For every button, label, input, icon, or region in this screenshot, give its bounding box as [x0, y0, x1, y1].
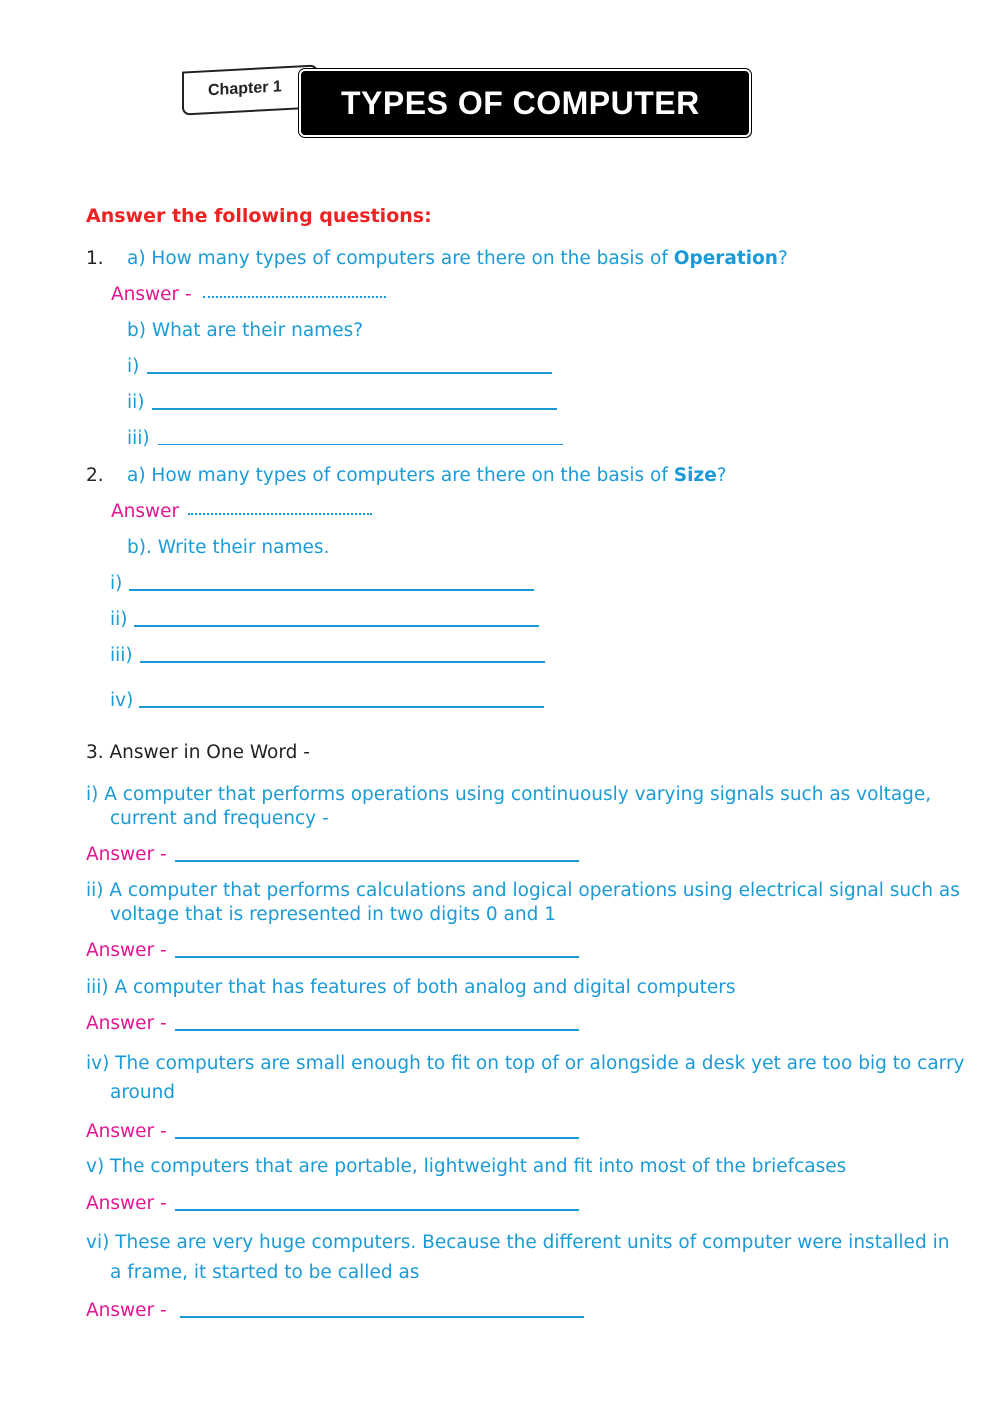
q3-question-line2: a frame, it started to be called as [110, 1262, 420, 1283]
q3-answer-label: Answer - [86, 1300, 167, 1321]
page-title: TYPES OF COMPUTER [341, 85, 700, 121]
q2-part-b: b). Write their names. [127, 537, 330, 558]
q2-answer-field[interactable] [188, 513, 372, 515]
q3-question-line1: vi) These are very huge computers. Because the different units of computer were installed in [86, 1232, 950, 1253]
q3-answer-line[interactable] [175, 1137, 579, 1139]
q2-item-line[interactable] [140, 661, 545, 663]
q3-question-line2: voltage that is represented in two digits 0 and 1 [110, 904, 556, 925]
q3-answer-line[interactable] [175, 956, 579, 958]
q3-question-line1: iv) The computers are small enough to fit on top of or alongside a desk yet are too big to carry [86, 1053, 965, 1074]
q3-question-line2: around [110, 1082, 176, 1103]
q2-part-a-prefix: a) How many types of computers are there on the basis of [127, 465, 674, 486]
q3-answer-line[interactable] [180, 1316, 584, 1318]
q3-answer-line[interactable] [175, 1029, 579, 1031]
q1-part-a [127, 248, 788, 269]
q2-number: 2. [86, 465, 104, 486]
q2-part-a [127, 465, 727, 486]
q1-item-line[interactable] [152, 408, 557, 410]
q3-question-line1: v) The computers that are portable, lightweight and fit into most of the briefcases [86, 1156, 847, 1177]
q2-item-line[interactable] [129, 589, 534, 591]
q3-answer-label: Answer - [86, 1121, 167, 1142]
q1-part-b: b) What are their names? [127, 320, 364, 341]
q1-answer-field[interactable] [203, 296, 386, 298]
q3-answer-label: Answer - [86, 1013, 167, 1034]
q1-part-a-bold: Operation [673, 248, 778, 269]
q3-heading: 3. Answer in One Word - [86, 742, 310, 763]
title-banner [299, 69, 751, 137]
q2-item-label: ii) [110, 609, 128, 630]
q3-question-line1: iii) A computer that has features of both analog and digital computers [86, 977, 736, 998]
q2-item-label: iv) [110, 690, 134, 711]
q2-item-label: i) [110, 573, 123, 594]
q1-item-label: iii) [127, 428, 150, 449]
q1-answer-label: Answer - [111, 284, 192, 305]
q3-answer-label: Answer - [86, 940, 167, 961]
q1-item-line[interactable] [147, 372, 552, 374]
q1-item-label: ii) [127, 392, 145, 413]
q1-item-label: i) [127, 356, 140, 377]
q2-answer-label: Answer [111, 501, 180, 522]
q3-question-line1: ii) A computer that performs calculations and logical operations using electrical signal such as [86, 880, 960, 901]
q3-answer-line[interactable] [175, 860, 579, 862]
q3-question-line2: current and frequency - [110, 808, 329, 829]
q3-answer-label: Answer - [86, 1193, 167, 1214]
q2-item-line[interactable] [139, 706, 544, 708]
q1-item-line[interactable] [158, 444, 563, 445]
q3-question-line1: i) A computer that performs operations using continuously varying signals such as voltage, [86, 784, 932, 805]
q3-answer-label: Answer - [86, 844, 167, 865]
q1-part-a-prefix: a) How many types of computers are there on the basis of [127, 248, 674, 269]
q1-number: 1. [86, 248, 104, 269]
chapter-label: Chapter 1 [208, 78, 282, 100]
q2-part-a-suffix: ? [716, 465, 727, 486]
q2-item-line[interactable] [134, 625, 539, 627]
chapter-tag [182, 64, 318, 115]
q2-item-label: iii) [110, 645, 133, 666]
instructions-heading: Answer the following questions: [86, 205, 432, 227]
q3-answer-line[interactable] [175, 1209, 579, 1211]
q1-part-a-suffix: ? [777, 248, 788, 269]
q2-part-a-bold: Size [673, 465, 717, 486]
